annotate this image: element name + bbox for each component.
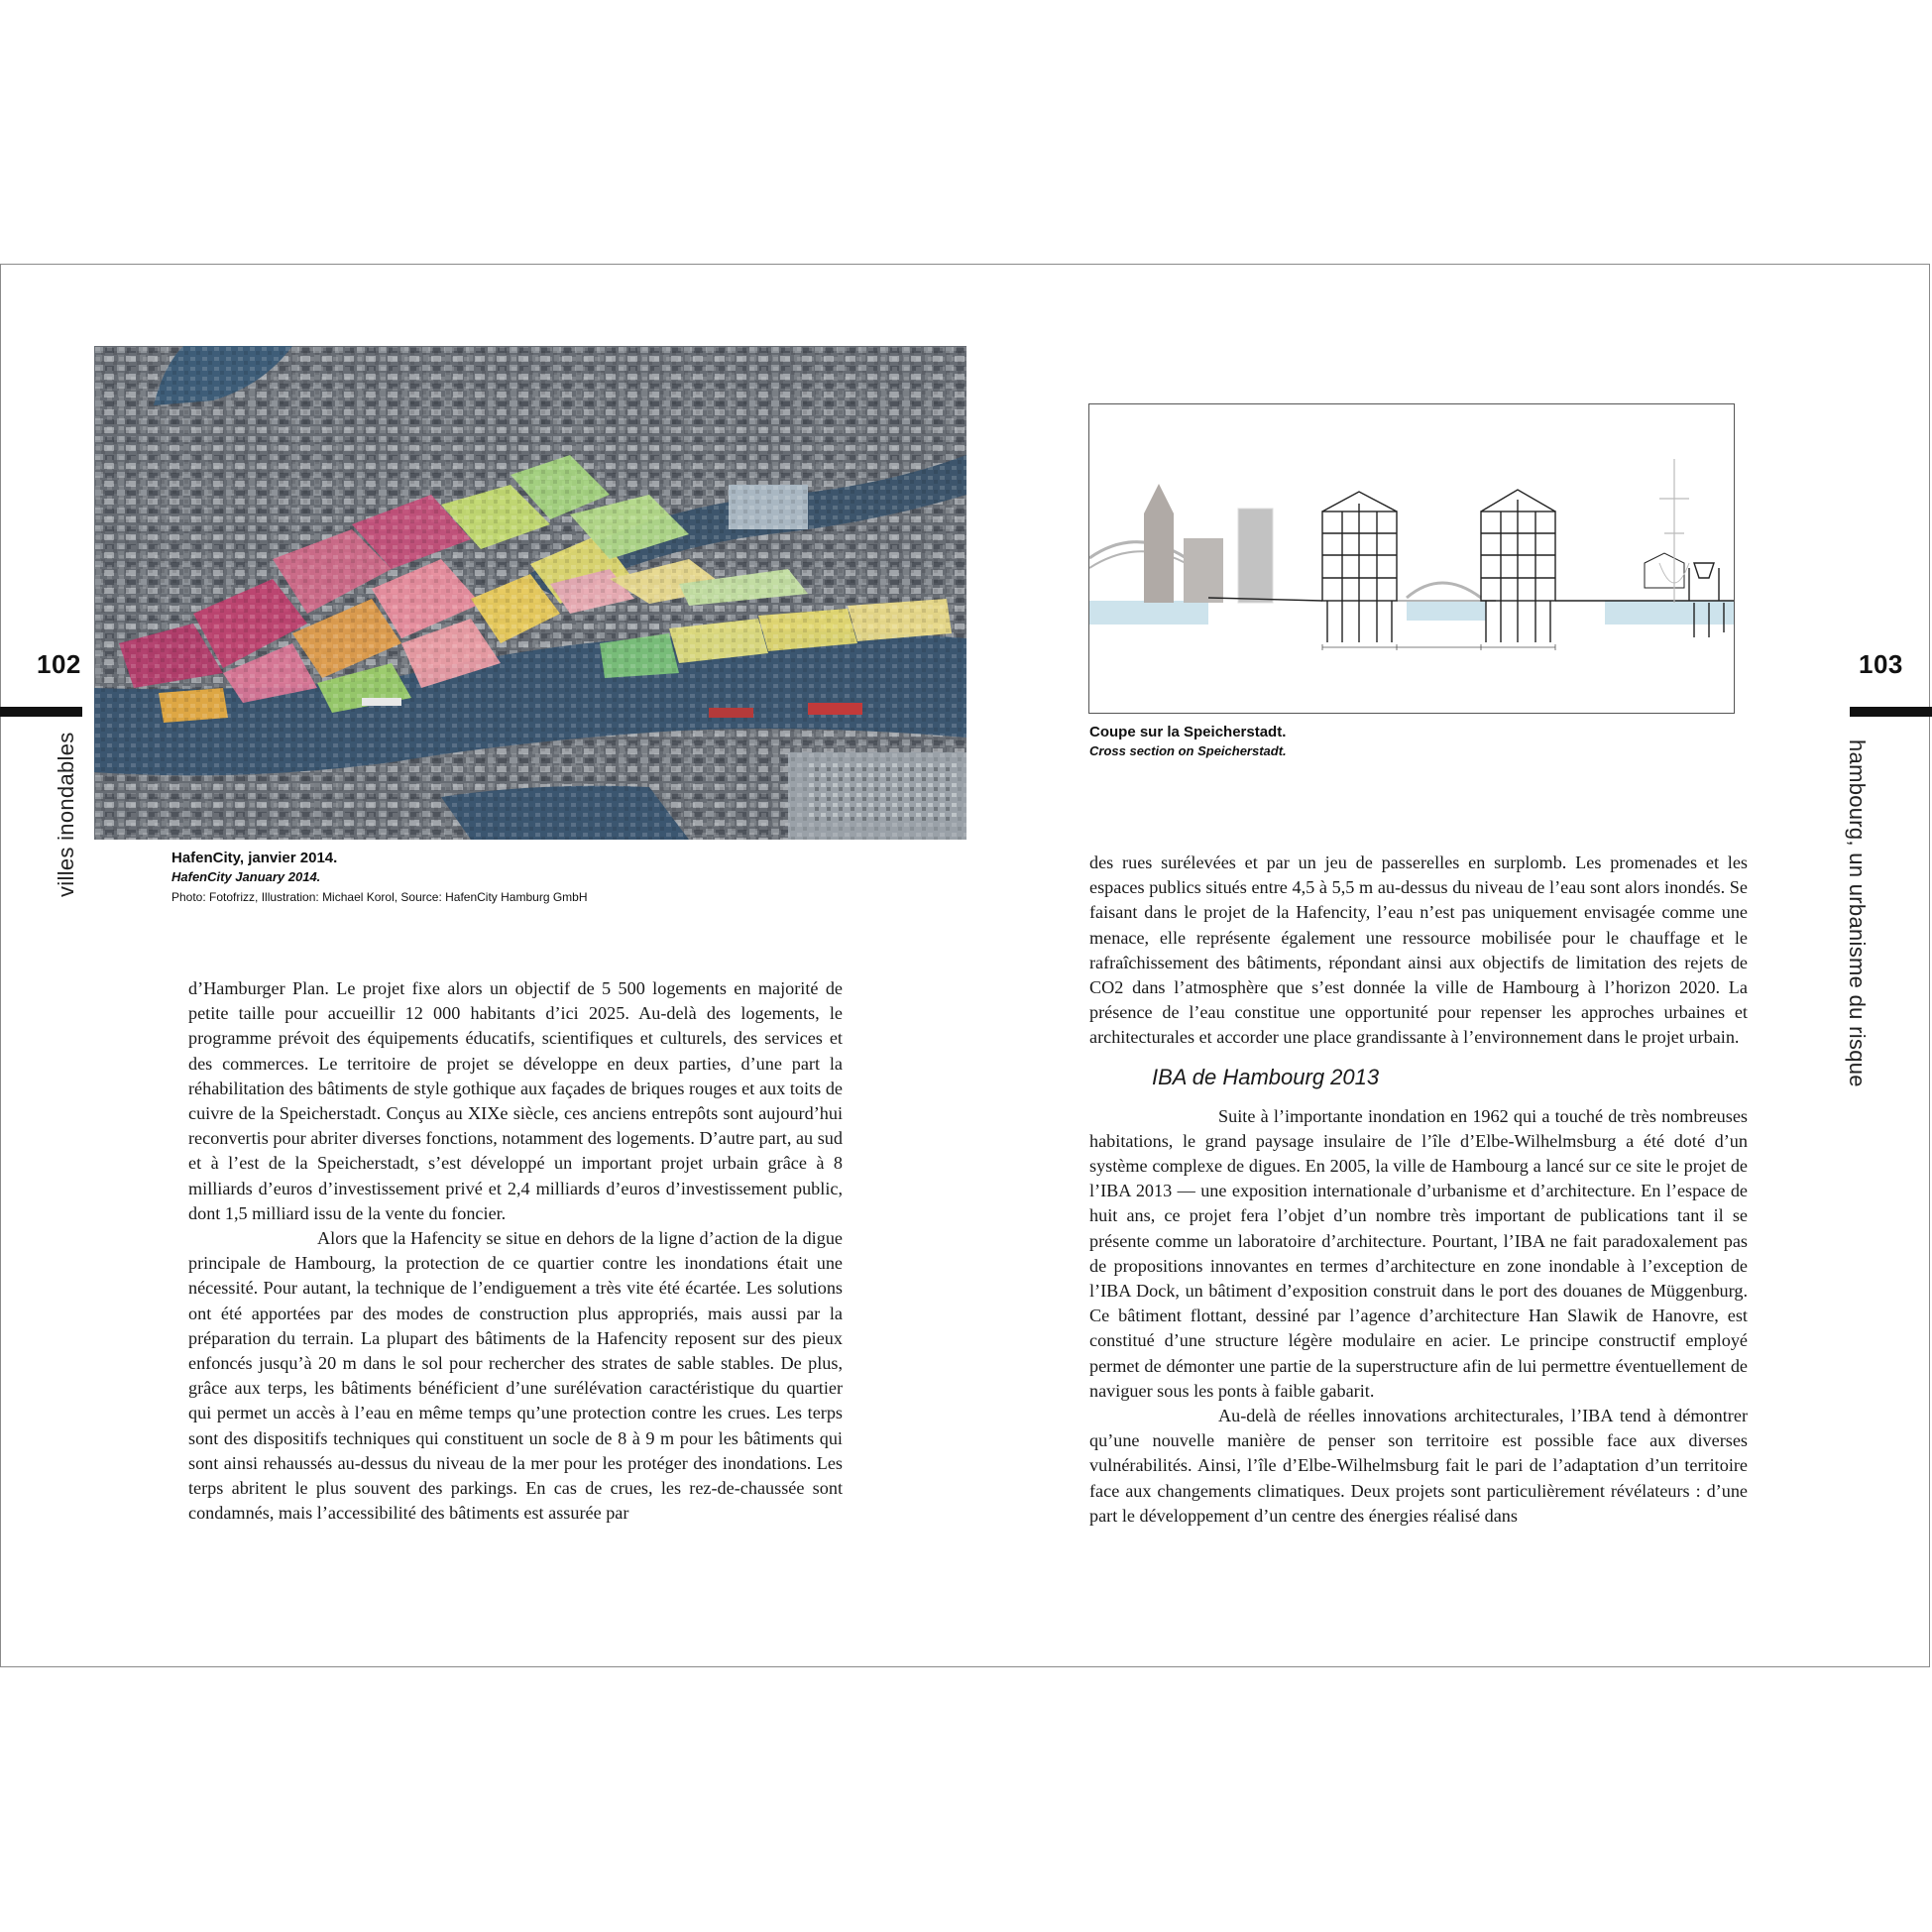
body-text-right <box>1089 851 1748 1529</box>
page-tab-right <box>1850 707 1932 717</box>
body-text-left <box>188 976 843 1526</box>
hafencity-aerial-photo <box>94 346 966 840</box>
paragraph: Au-delà de réelles innovations architecturales, l’IBA tend à démontrer qu’une nouvelle manière de penser son territoire est possible face aux diverses vulnérabilités. Ainsi, l’île d’Elbe-Wilhelmsburg fait le pari de l’adaptation d’un territoire face aux changements climatiques. Deux projets sont particulièrement révélateurs : d’une part le développement d’un centre des énergies réalisé dans <box>1089 1406 1748 1526</box>
caption-fr: HafenCity, janvier 2014. <box>171 850 338 866</box>
caption-en: HafenCity January 2014. <box>171 869 321 884</box>
speicherstadt-cross-section <box>1088 403 1735 714</box>
figure-caption-left <box>171 849 865 906</box>
page-tab-left <box>0 707 82 717</box>
photo-credit: Photo: Fotofrizz, Illustration: Michael Korol, Source: HafenCity Hamburg GmbH <box>171 890 588 904</box>
caption-fr-right: Coupe sur la Speicherstadt. <box>1089 724 1287 740</box>
page-number-right: 103 <box>1859 649 1903 679</box>
paragraph: Suite à l’importante inondation en 1962 qui a touché de très nombreuses habitations, le grand paysage insulaire de l’île d’Elbe-Wilhelmsburg a été doté d’un système complexe de digues. En 2005, la ville de Hambourg a lancé sur ce site le projet de l’IBA 2013 — une exposition internationale d’urbanisme et d’architecture. En l’espace de huit ans, ce projet fera l’objet d’un nombre très important de publications tant il se présente comme un laboratoire d’architecture. Pourtant, l’IBA ne fait paradoxalement pas de propositions innovantes en termes d’architecture en zone inondable à l’exception de l’IBA Dock, un bâtiment d’exposition construit dans le port des douanes de Müggenburg. Ce bâtiment flottant, dessiné par l’agence d’architecture Han Slawik de Hanovre, est constitué d’une structure légère modulaire en acier. Le principe constructif employé permet de démonter une partie de la superstructure afin de lui permettre éventuellement de naviguer sous les ponts à faible gabarit. <box>1089 1105 1748 1401</box>
figure-caption-right <box>1089 723 1724 760</box>
running-title-right: hambourg, un urbanisme du risque <box>1845 739 1870 1087</box>
paragraph: Alors que la Hafencity se situe en dehors de la ligne d’action de la digue principale de Hambourg, la protection de ce quartier contre les inondations était une nécessité. Pour autant, la technique de l’endiguement a très vite été écartée. Les solutions ont été apportées par des modes de construction plus appropriés, mais aussi par la préparation du terrain. La plupart des bâtiments de la Hafencity reposent sur des pieux enfoncés jusqu’à 20 m dans le sol pour rechercher des strates de sable stables. De plus, grâce aux terps, les bâtiments bénéficient d’une surélévation caractéristique du quartier qui permet un accès à l’eau en même temps qu’une protection contre les crues. Les terps sont des dispositifs techniques qui constituent un socle de 8 à 9 m pour les bâtiments qui sont ainsi rehaussés au-dessus du niveau de la mer pour les protéger des inondations. Les terps abritent le plus souvent des parkings. En cas de crues, les rez-de-chaussée sont condamnés, mais l’accessibilité des bâtiments est assurée par <box>188 1228 843 1524</box>
paragraph: d’Hamburger Plan. Le projet fixe alors un objectif de 5 500 logements en majorité de petite taille pour accueillir 12 000 habitants d’ici 2025. Au-delà des logements, le programme prévoit des équipements éducatifs, scientifiques et culturels, des services et des commerces. Le territoire de projet se développe en deux parties, d’une part la réhabilitation des bâtiments de style gothique aux façades de briques rouges et aux toits de cuivre de la Speicherstadt. Conçus au XIXe siècle, ces anciens entrepôts sont aujourd’hui reconvertis pour abriter diverses fonctions, notamment des logements. D’autre part, au sud et à l’est de la Speicherstadt, s’est développé un important projet urbain grâce à 8 milliards d’euros d’investissement privé et 2,4 milliards d’euros d’investissement public, dont 1,5 milliard issu de la vente du foncier. <box>188 978 843 1223</box>
page-number-left: 102 <box>37 649 81 679</box>
section-subheading: IBA de Hambourg 2013 <box>1152 1064 1380 1089</box>
running-title-left: villes inondables <box>54 732 78 897</box>
paragraph: des rues surélevées et par un jeu de passerelles en surplomb. Les promenades et les espaces publics situés entre 4,5 à 5,5 m au-dessus du niveau de l’eau sont alors inondés. Se faisant dans le projet de la Hafencity, l’eau n’est pas uniquement envisagée comme une menace, elle représente également une ressource mobilisée pour le chauffage et le rafraîchissement des bâtiments, répondant ainsi aux objectifs de limitation des rejets de CO2 dans l’atmosphère que s’est donnée la ville de Hambourg à l’horizon 2020. La présence de l’eau constitue une opportunité pour repenser les approches urbaines et architecturales et accorder une place grandissante à l’environnement dans le projet urbain. <box>1089 852 1748 1048</box>
caption-en-right: Cross section on Speicherstadt. <box>1089 743 1287 758</box>
